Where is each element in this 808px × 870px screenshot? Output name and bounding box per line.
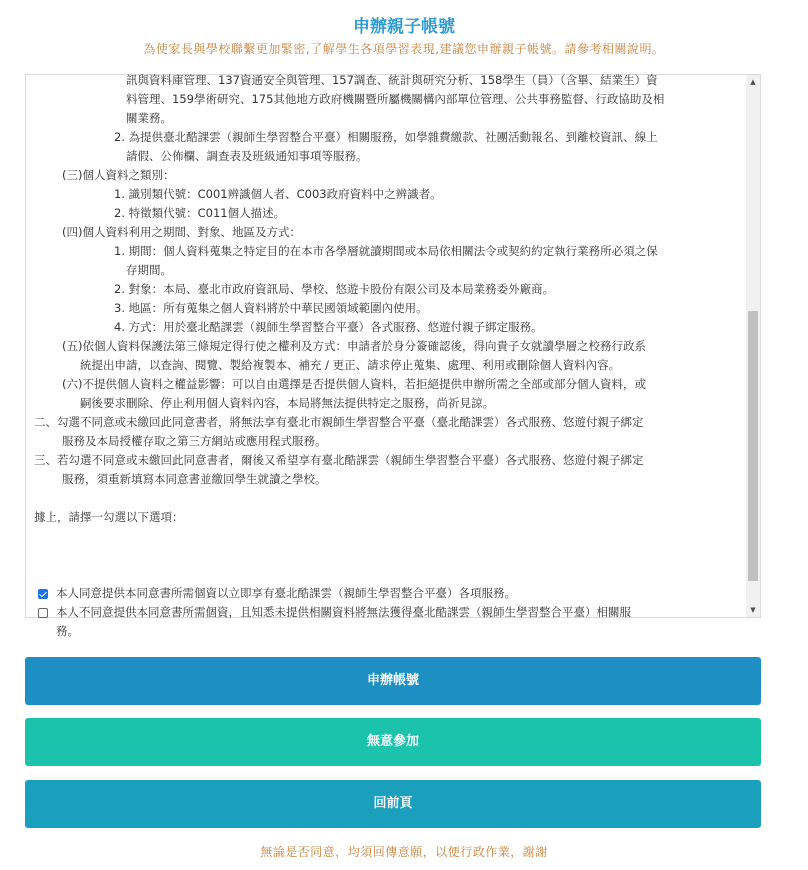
- scroll-up-icon[interactable]: ▲: [750, 78, 756, 86]
- agreement-line: (六)不提供個人資料之權益影響：可以自由選擇是否提供個人資料，若拒絕提供申辦所需之全部或部分個人資料，或: [62, 377, 646, 391]
- agreement-line: 二、勾選不同意或未繳回此同意書者，將無法享有臺北市親師生學習整合平臺（臺北酷課雲）各式服務、悠遊付親子綁定: [34, 415, 644, 429]
- checkbox-checked-icon[interactable]: [38, 589, 48, 599]
- consent-option-agree-label: 本人同意提供本同意書所需個資以立即享有臺北酷課雲（親師生學習整合平臺）各項服務。: [56, 586, 516, 600]
- spacer: [34, 546, 742, 565]
- vertical-scrollbar[interactable]: [746, 75, 760, 617]
- agreement-line: 3. 地區：所有蒐集之個人資料將於中華民國領域範圍內使用。: [114, 301, 428, 315]
- agreement-line: 2. 特徵類代號：C011個人描述。: [114, 206, 286, 220]
- back-button[interactable]: 回前頁: [25, 780, 761, 828]
- agreement-line: (四)個人資料利用之期間、對象、地區及方式：: [62, 225, 301, 239]
- agreement-line: 1. 識別類代號：C001辨識個人者、C003政府資料中之辨識者。: [114, 187, 442, 201]
- agreement-line: 三、若勾選不同意或未繳回此同意書者，爾後又希望享有臺北酷課雲（親師生學習整合平臺）各式服務、悠遊付親子綁定: [34, 453, 644, 467]
- agreement-scroll-box[interactable]: [25, 73, 761, 638]
- scroll-down-icon[interactable]: ▼: [750, 606, 756, 614]
- decline-button[interactable]: 無意參加: [25, 718, 761, 766]
- footer-note: 無論是否同意，均須回傳意願，以便行政作業，謝謝: [260, 845, 548, 859]
- agreement-line: 據上，請擇一勾選以下選項：: [34, 510, 184, 524]
- page-subtitle: 為使家長與學校聯繫更加緊密,了解學生各項學習表現,建議您申辦親子帳號。請參考相關說明。: [143, 42, 665, 56]
- agreement-line: 請假、公佈欄、調查表及班級通知事項等服務。: [126, 149, 368, 163]
- agreement-line: (三)個人資料之類別：: [62, 168, 175, 182]
- agreement-line: 關業務。: [126, 111, 172, 125]
- checkbox-unchecked-icon[interactable]: [38, 608, 48, 618]
- consent-option-agree[interactable]: [34, 584, 742, 603]
- consent-option-disagree[interactable]: [34, 603, 742, 622]
- agreement-line: 訊與資料庫管理、137資通安全與管理、157調查、統計與研究分析、158學生（員）（含畢、結業生）資: [126, 73, 658, 87]
- spacer: [34, 565, 742, 584]
- agreement-line: 服務及本局授權存取之第三方網站或應用程式服務。: [62, 434, 327, 448]
- consent-option-disagree-label: 本人不同意提供本同意書所需個資，且知悉未提供相關資料將無法獲得臺北酷課雲（親師生學習整合平臺）相關服: [56, 605, 631, 619]
- consent-option-disagree-label-cont: 務。: [56, 624, 79, 638]
- agreement-line: 4. 方式：用於臺北酷課雲（親師生學習整合平臺）各式服務、悠遊付親子綁定服務。: [114, 320, 543, 334]
- page-title: 申辦親子帳號: [353, 17, 455, 37]
- agreement-line: 2. 為提供臺北酷課雲（親師生學習整合平臺）相關服務，如學雜費繳款、社團活動報名、到離校資訊、線上: [114, 130, 658, 144]
- spacer: [34, 527, 742, 546]
- agreement-line: 服務，須重新填寫本同意書並繳回學生就讀之學校。: [62, 472, 327, 486]
- agreement-line: (五)依個人資料保護法第三條規定得行使之權利及方式：申請者於身分簽確認後，得向貴子女就讀學層之校務行政系: [62, 339, 646, 353]
- scrollbar-thumb[interactable]: [748, 311, 758, 581]
- agreement-line: 2. 對象：本局、臺北市政府資訊局、學校、悠遊卡股份有限公司及本局業務委外廠商。: [114, 282, 555, 296]
- apply-account-button[interactable]: 申辦帳號: [25, 657, 761, 705]
- agreement-line: 料管理、159學術研究、175其他地方政府機關暨所屬機關構內部單位管理、公共事務監督、行政協助及相: [126, 92, 665, 106]
- agreement-line: 嗣後要求刪除、停止利用個人資料內容，本局將無法提供特定之服務，尚祈見諒。: [80, 396, 494, 410]
- agreement-line: 1. 期間：個人資料蒐集之特定目的在本市各學層就讀期間或本局依相關法令或契約約定執行業務所必須之保: [114, 244, 658, 258]
- agreement-line: 存期間。: [126, 263, 172, 277]
- spacer: [34, 489, 742, 508]
- agreement-content: [34, 71, 742, 641]
- agreement-line: 統提出申請，以查詢、閱覽、製給複製本、補充 / 更正、請求停止蒐集、處理、利用或刪除個人資料內容。: [80, 358, 621, 372]
